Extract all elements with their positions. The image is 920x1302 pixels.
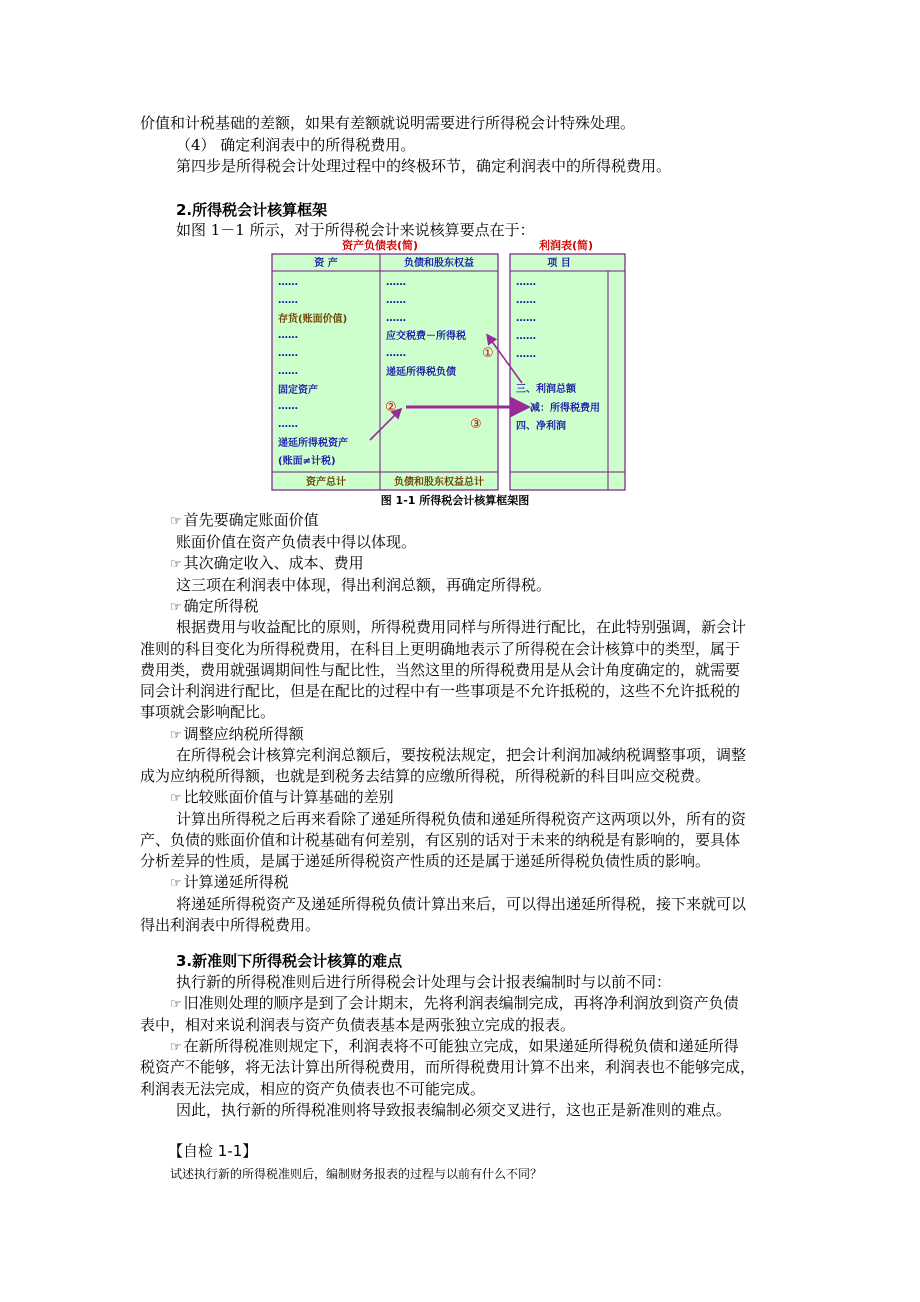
dots: …… (386, 277, 406, 288)
section3-line: 表中，相对来说利润表与资产负债表基本是两张独立完成的报表。 (140, 1016, 576, 1034)
dots: …… (278, 419, 298, 430)
bullet-title-2: ☞ 其次确定收入、成本、费用 (170, 553, 364, 575)
section2-intro: 如图 1－1 所示，对于所得税会计来说核算要点在于： (176, 221, 535, 239)
section3-heading: 3.新准则下所得税会计核算的难点 (176, 952, 403, 970)
framework-figure (270, 236, 640, 508)
bullet-line: 得出利润表中所得税费用。 (140, 916, 321, 934)
bullet-title-5: ☞ 比较账面价值与计算基础的差别 (170, 787, 394, 809)
bullet-line: 将递延所得税资产及递延所得税负债计算出来后，可以得出递延所得税，接下来就可以 (176, 895, 747, 913)
dots: …… (516, 349, 536, 360)
bullet-title-1: ☞ 首先要确定账面价值 (170, 510, 319, 532)
section3-bullet-1: ☞ 旧准则处理的顺序是到了会计期末，先将利润表编制完成，再将净利润放到资产负债 (170, 993, 739, 1015)
col-liab: 负债和股东权益 (404, 258, 474, 269)
bullet-line: 产、负债的账面价值和计税基础有何差别，有区别的话对于未来的纳税是有影响的，要具体 (140, 831, 741, 849)
bullet-title-6: ☞ 计算递延所得税 (170, 872, 289, 894)
dots: …… (278, 348, 298, 359)
less-tax-label: 减：所得税费用 (530, 403, 600, 414)
figure-caption: 图 1-1 所得税会计核算框架图 (380, 494, 530, 507)
dots: …… (386, 313, 406, 324)
selfcheck-title: 【自检 1-1】 (168, 1142, 258, 1160)
section3-conclusion: 因此，执行新的所得税准则将导致报表编制必须交叉进行，这也正是新准则的难点。 (176, 1101, 732, 1119)
section3-bullet-2: ☞ 在新所得税准则规定下，利润表将不可能独立完成，如果递延所得税负债和递延所得 (170, 1036, 739, 1058)
dots: …… (386, 295, 406, 306)
bullet-line: 费用类，费用就强调期间性与配比性，当然这里的所得税费用是从会计角度确定的，就需要 (140, 661, 741, 679)
dots: …… (278, 401, 298, 412)
total-liab-label: 负债和股东权益总计 (394, 477, 484, 488)
dots: …… (278, 330, 298, 341)
bullet-line: 准则的科目变化为所得税费用，在科目上更明确地表示了所得税在会计核算中的类型，属于 (140, 640, 741, 658)
bullet-line: 计算出所得税之后再来看除了递延所得税负债和递延所得税资产这两项以外，所有的资 (176, 810, 747, 828)
dots: …… (516, 277, 536, 288)
section3-line: 税资产不能够，将无法计算出所得税费用，而所得税费用计算不出来，利润表也不能够完成， (140, 1058, 756, 1076)
section3-intro: 执行新的所得税准则后进行所得税会计处理与会计报表编制时与以前不同： (176, 973, 672, 991)
step4-title: （4） 确定利润表中的所得税费用。 (176, 136, 416, 154)
mark-2: ② (385, 400, 397, 415)
bullet-line: 账面价值在资产负债表中得以体现。 (176, 533, 417, 551)
balance-sheet-box (272, 254, 498, 490)
bullet-title-3: ☞ 确定所得税 (170, 596, 259, 618)
is-title: 利润表(简) (538, 239, 594, 252)
total-assets-label: 资产总计 (306, 477, 346, 488)
bullet-line: 分析差异的性质，是属于递延所得税资产性质的还是属于递延所得税负债性质的影响。 (140, 852, 711, 870)
dta-note: (账面≠计税) (278, 456, 336, 467)
section3-line: 利润表无法完成，相应的资产负债表也不可能完成。 (140, 1080, 486, 1098)
section2-heading: 2.所得税会计核算框架 (176, 201, 328, 219)
dots: …… (516, 295, 536, 306)
net-profit-label: 四、净利润 (516, 421, 566, 432)
intro-line-1: 价值和计税基础的差额，如果有差额就说明需要进行所得税会计特殊处理。 (140, 114, 636, 132)
fixed-assets-label: 固定资产 (278, 385, 318, 396)
bullet-line: 同会计利润进行配比，但是在配比的过程中有一些事项是不允许抵税的，这些不允许抵税的 (140, 682, 741, 700)
bullet-line: 根据费用与收益配比的原则，所得税费用同样与所得进行配比，在此特别强调，新会计 (176, 618, 747, 636)
profit-total-label: 三、利润总额 (516, 384, 576, 395)
dtl-label: 递延所得税负债 (386, 367, 456, 378)
bullet-line: 在所得税会计核算完利润总额后，要按税法规定，把会计利润加减纳税调整事项，调整 (176, 746, 747, 764)
col-assets: 资 产 (314, 258, 338, 269)
dots: …… (516, 313, 536, 324)
dots: …… (516, 331, 536, 342)
col-items: 项 目 (547, 258, 571, 269)
bullet-title-4: ☞ 调整应纳税所得额 (170, 724, 304, 746)
bullet-line: 成为应纳税所得额，也就是到税务去结算的应缴所得税，所得税新的科目叫应交税费。 (140, 767, 711, 785)
step4-desc: 第四步是所得税会计处理过程中的终极环节，确定利润表中的所得税费用。 (176, 157, 672, 175)
selfcheck-question: 试述执行新的所得税准则后，编制财务报表的过程与以前有什么不同？ (170, 1167, 543, 1181)
dots: …… (278, 295, 298, 306)
dta-label: 递延所得税资产 (278, 438, 348, 449)
mark-3: ③ (470, 417, 482, 432)
bs-title: 资产负债表(简) (341, 239, 419, 252)
dots: …… (278, 277, 298, 288)
dots: …… (278, 366, 298, 377)
mark-1: ① (482, 346, 494, 361)
tax-payable-label: 应交税费－所得税 (386, 331, 466, 342)
bullet-line: 这三项在利润表中体现，得出利润总额，再确定所得税。 (176, 576, 552, 594)
inventory-label: 存货(账面价值) (278, 314, 348, 325)
bullet-line: 事项就会影响配比。 (140, 703, 276, 721)
dots: …… (386, 348, 406, 359)
